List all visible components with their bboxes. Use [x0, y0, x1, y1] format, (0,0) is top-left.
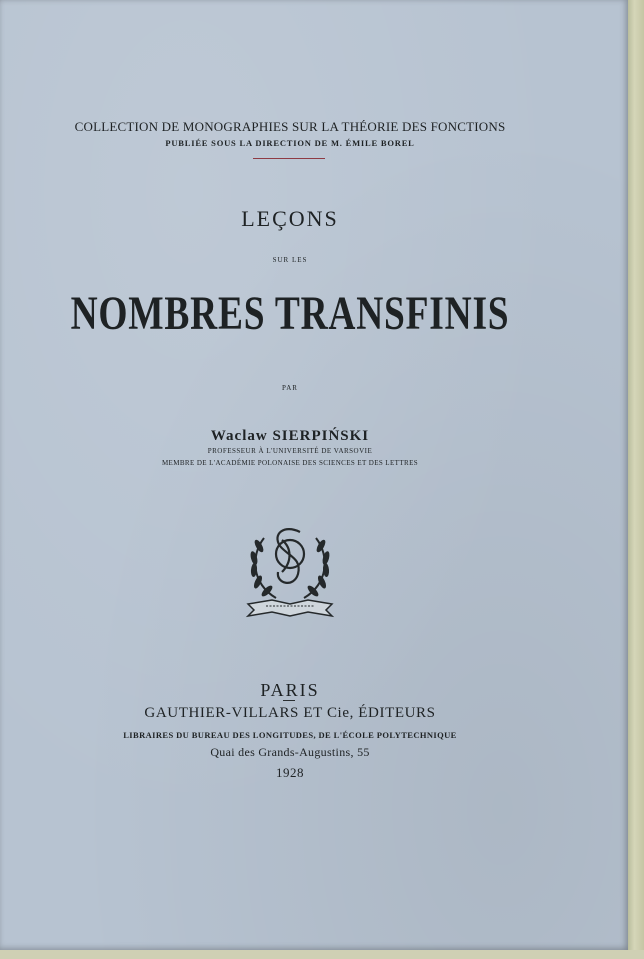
by-line: PAR	[282, 384, 298, 392]
editor-line: PUBLIÉE SOUS LA DIRECTION DE M. ÉMILE BOREL	[165, 138, 415, 148]
title-sur-les: SUR LES	[272, 256, 308, 264]
decorative-rule	[253, 158, 325, 159]
author-name: Waclaw SIERPIŃSKI	[210, 428, 370, 444]
publisher-details: LIBRAIRES DU BUREAU DES LONGITUDES, DE L'ÉCOLE POLYTECHNIQUE	[123, 730, 457, 740]
publisher-name: GAUTHIER-VILLARS ET Cie, ÉDITEURS	[144, 705, 436, 721]
publication-year: 1928	[276, 765, 304, 780]
publisher-address: Quai des Grands-Augustins, 55	[210, 745, 370, 759]
small-rule	[283, 700, 295, 701]
main-title: NOMBRES TRANSFINIS	[70, 287, 510, 340]
author-membership: MEMBRE DE L'ACADÉMIE POLONAISE DES SCIENCES ET DES LETTRES	[161, 459, 419, 467]
collection-title: COLLECTION DE MONOGRAPHIES SUR LA THÉORIE DES FONCTIONS	[74, 119, 506, 134]
publisher-city: PARIS	[260, 680, 320, 700]
author-affiliation: PROFESSEUR À L'UNIVERSITÉ DE VARSOVIE	[207, 447, 373, 455]
title-lecons: LEÇONS	[241, 206, 339, 231]
publisher-emblem-icon	[242, 518, 338, 620]
page-edge	[628, 0, 644, 959]
bottom-edge	[0, 950, 644, 959]
